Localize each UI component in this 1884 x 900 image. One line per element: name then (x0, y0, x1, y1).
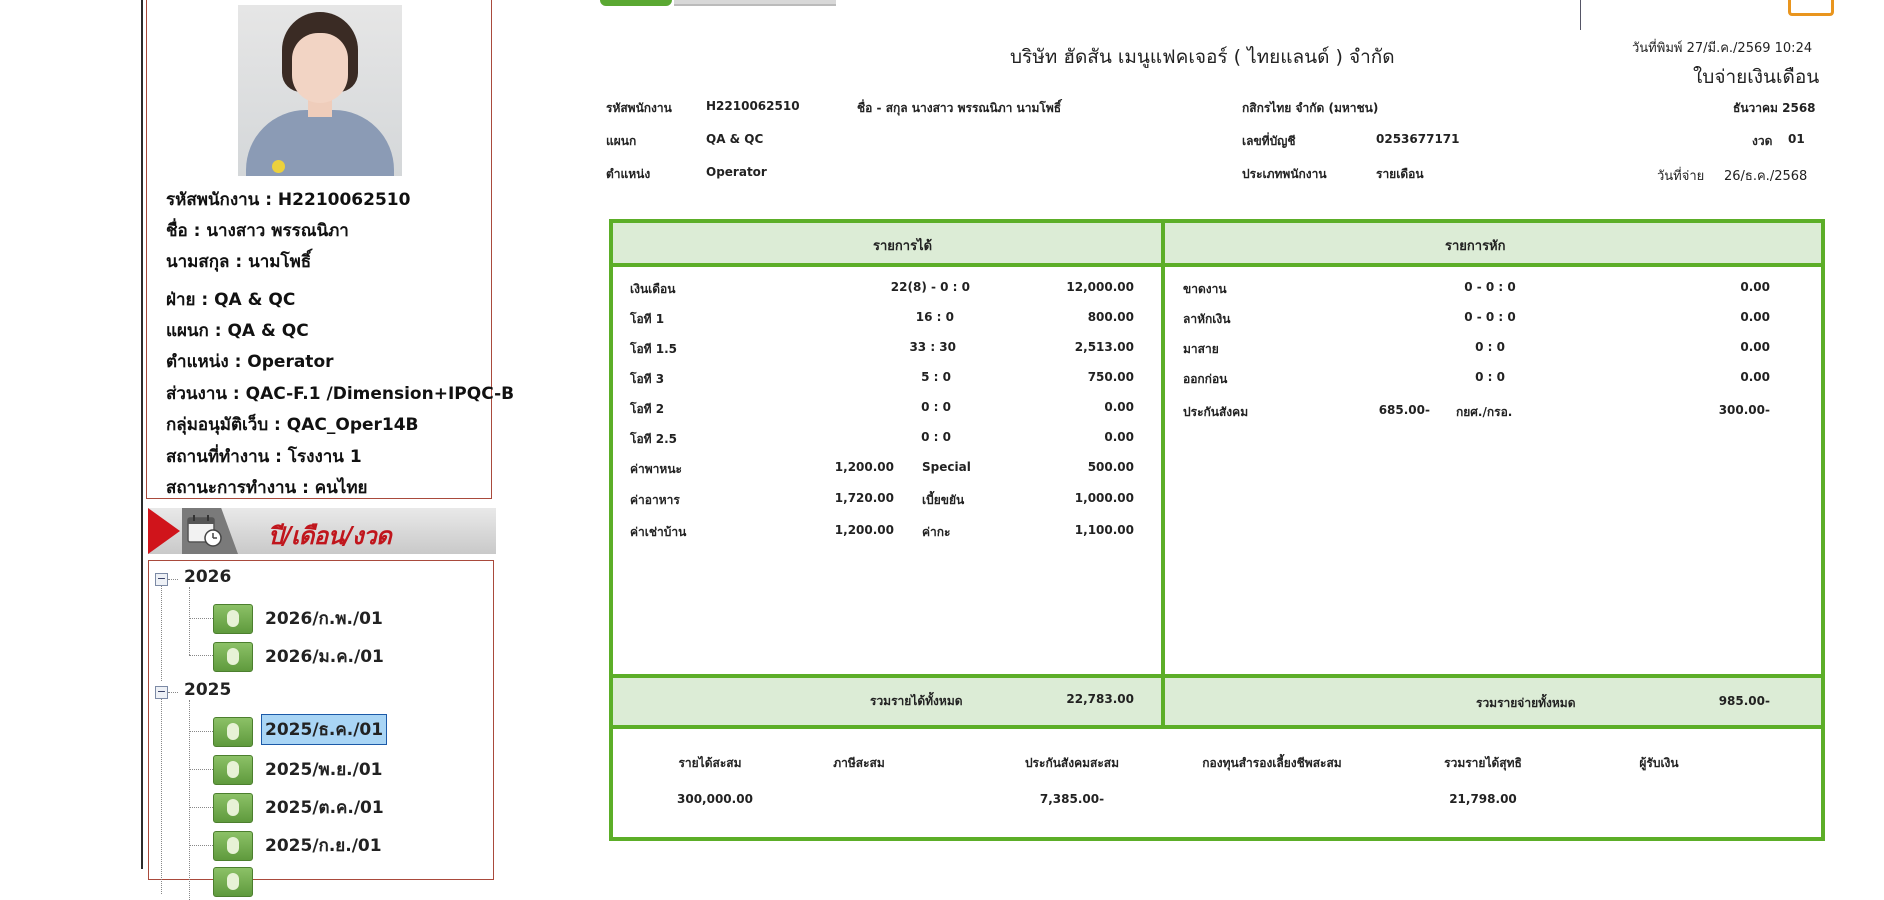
income-qty: 5 : 0 (921, 370, 951, 384)
toolbar-divider (1580, 0, 1581, 30)
tree-item-2025-sep[interactable]: 2025/ก.ย./01 (265, 836, 382, 856)
income-total-label: รวมรายได้ทั้งหมด (870, 694, 963, 708)
social-security-label: ประกันสังคม (1183, 405, 1249, 419)
period-label: งวด (1752, 134, 1773, 148)
deduction-total-label: รวมรายจ่ายทั้งหมด (1476, 696, 1576, 710)
tree-item-2026-feb[interactable]: 2026/ก.พ./01 (265, 609, 383, 629)
period-panel-title: ปี/เดือน/งวด (268, 521, 392, 550)
tree-item-2026-jan[interactable]: 2026/ม.ค./01 (265, 647, 384, 667)
income-amount: 12,000.00 (1066, 280, 1134, 294)
payslip-money-icon[interactable] (213, 642, 253, 672)
allowance-amount: 1,100.00 (1074, 523, 1134, 537)
income-amount: 0.00 (1104, 400, 1134, 414)
allowance-label: ค่าอาหาร (630, 493, 680, 507)
payslip-money-icon[interactable] (213, 867, 253, 897)
income-qty: 22(8) - 0 : 0 (890, 280, 970, 294)
profile-name: ชื่อ : นางสาว พรรณนิภา (166, 221, 349, 241)
summary-label: ภาษีสะสม (833, 756, 885, 770)
deduction-amount: 0.00 (1740, 370, 1770, 384)
emp-type-value: รายเดือน (1376, 167, 1424, 181)
deduction-qty: 0 : 0 (1475, 370, 1505, 384)
print-date: วันที่พิมพ์ 27/มี.ค./2569 10:24 (1632, 41, 1813, 56)
summary-label: ประกันสังคมสะสม (1024, 756, 1120, 770)
deduction-qty: 0 : 0 (1475, 340, 1505, 354)
profile-division: ฝ่าย : QA & QC (166, 290, 296, 310)
profile-employee-id: รหัสพนักงาน : H2210062510 (166, 190, 411, 210)
allowance-label: ค่ากะ (922, 525, 951, 539)
red-arrow-icon (148, 508, 180, 554)
deduction-label: ลาหักเงิน (1183, 312, 1231, 326)
summary-label: กองทุนสำรองเลี้ยงชีพสะสม (1202, 756, 1342, 770)
deduction-label: ขาดงาน (1183, 282, 1227, 296)
summary-label: ผู้รับเงิน (1639, 756, 1679, 770)
tree-item-2025-nov[interactable]: 2025/พ.ย./01 (265, 760, 383, 780)
income-heading: รายการได้ (873, 239, 933, 254)
income-qty: 16 : 0 (915, 310, 954, 324)
period-value: 01 (1788, 132, 1805, 146)
deduction-amount: 0.00 (1740, 340, 1770, 354)
allowance-label: เบี้ยขยัน (922, 493, 965, 507)
allowance-amount: 1,200.00 (834, 523, 894, 537)
deduction-qty: 0 - 0 : 0 (1464, 280, 1516, 294)
profile-position: ตำแหน่ง : Operator (166, 352, 334, 372)
allowance-label: ค่าพาหนะ (630, 462, 682, 476)
income-header (613, 223, 1161, 267)
allowance-label: ค่าเช่าบ้าน (630, 525, 687, 539)
period-tree (148, 560, 494, 880)
deduction-amount: 0.00 (1740, 280, 1770, 294)
deduction-qty: 0 - 0 : 0 (1464, 310, 1516, 324)
deduction-heading: รายการหัก (1445, 239, 1506, 254)
income-amount: 750.00 (1087, 370, 1134, 384)
student-loan-amount: 300.00- (1718, 403, 1770, 417)
payslip-money-icon[interactable] (213, 717, 253, 747)
pay-date-label: วันที่จ่าย (1657, 169, 1705, 184)
income-qty: 33 : 30 (909, 340, 956, 354)
income-label: เงินเดือน (630, 282, 676, 296)
tree-year-2025[interactable]: 2025 (184, 680, 232, 700)
income-amount: 2,513.00 (1074, 340, 1134, 354)
payslip-money-icon[interactable] (213, 604, 253, 634)
tab-inactive[interactable] (674, 0, 836, 6)
allowance-amount: 1,200.00 (834, 460, 894, 474)
deduction-label: ออกก่อน (1183, 372, 1228, 386)
deduction-amount: 0.00 (1740, 310, 1770, 324)
dept-value: QA & QC (706, 132, 764, 146)
profile-surname: นามสกุล : นามโพธิ์ (166, 252, 312, 272)
allowance-label: Special (922, 460, 971, 474)
income-label: โอที 2 (630, 402, 665, 416)
deduction-total-value: 985.00- (1718, 694, 1770, 708)
calendar-clock-icon (186, 513, 222, 547)
summary-label: รวมรายได้สุทธิ (1444, 756, 1522, 770)
payslip-money-icon[interactable] (213, 793, 253, 823)
summary-panel (609, 725, 1825, 841)
deduction-header (1165, 223, 1821, 267)
income-qty: 0 : 0 (921, 430, 951, 444)
account-label: เลขที่บัญชี (1242, 134, 1296, 148)
payslip-money-icon[interactable] (213, 831, 253, 861)
pay-month: ธันวาคม 2568 (1733, 101, 1816, 115)
position-value: Operator (706, 165, 767, 179)
allowance-amount: 1,000.00 (1074, 491, 1134, 505)
payslip-title: ใบจ่ายเงินเดือน (1693, 66, 1820, 88)
allowance-amount: 500.00 (1087, 460, 1134, 474)
collapse-icon[interactable]: − (156, 685, 167, 698)
employee-name: ชื่อ - สกุล นางสาว พรรณนิภา นามโพธิ์ (857, 101, 1062, 115)
print-icon[interactable] (1788, 0, 1834, 16)
tab-active[interactable] (600, 0, 672, 6)
income-label: โอที 3 (630, 372, 665, 386)
profile-work-status: สถานะการทำงาน : คนไทย (166, 478, 368, 498)
deduction-label: มาสาย (1183, 342, 1219, 356)
social-security-amount: 685.00- (1378, 403, 1430, 417)
profile-workplace: สถานที่ทำงาน : โรงงาน 1 (166, 447, 362, 467)
company-name: บริษัท ฮัดสัน เมนูแฟคเจอร์ ( ไทยแลนด์ ) จำกัด (1010, 46, 1395, 68)
emp-type-label: ประเภทพนักงาน (1242, 167, 1327, 181)
left-divider (141, 0, 143, 869)
position-label: ตำแหน่ง (606, 167, 651, 181)
profile-section: ส่วนงาน : QAC-F.1 /Dimension+IPQC-B (166, 384, 515, 404)
income-qty: 0 : 0 (921, 400, 951, 414)
income-amount: 800.00 (1087, 310, 1134, 324)
income-label: โอที 1 (630, 312, 665, 326)
pay-date-value: 26/ธ.ค./2568 (1724, 169, 1808, 184)
dept-label: แผนก (606, 134, 637, 148)
income-total-value: 22,783.00 (1066, 692, 1134, 706)
payslip-money-icon[interactable] (213, 755, 253, 785)
profile-web-group: กลุ่มอนุมัติเว็บ : QAC_Oper14B (166, 415, 419, 435)
emp-id-value: H2210062510 (706, 99, 800, 113)
tree-year-2026[interactable]: 2026 (184, 567, 232, 587)
income-label: โอที 2.5 (630, 432, 677, 446)
income-label: โอที 1.5 (630, 342, 677, 356)
allowance-amount: 1,720.00 (834, 491, 894, 505)
student-loan-label: กยศ./กรอ. (1456, 405, 1513, 419)
collapse-icon[interactable]: − (156, 572, 167, 585)
tree-item-2025-oct[interactable]: 2025/ต.ค./01 (265, 798, 384, 818)
tree-item-2025-dec[interactable]: 2025/ธ.ค./01 (261, 714, 387, 745)
summary-value: 7,385.00- (1039, 792, 1105, 806)
summary-value: 21,798.00 (1449, 792, 1517, 806)
account-value: 0253677171 (1376, 132, 1460, 146)
bank-name: กสิกรไทย จำกัด (มหาชน) (1242, 101, 1379, 115)
summary-label: รายได้สะสม (678, 756, 742, 770)
income-amount: 0.00 (1104, 430, 1134, 444)
employee-photo (238, 5, 402, 176)
period-panel-header (148, 508, 496, 554)
profile-department: แผนก : QA & QC (166, 321, 309, 341)
emp-id-label: รหัสพนักงาน (606, 101, 672, 115)
summary-value: 300,000.00 (677, 792, 753, 806)
